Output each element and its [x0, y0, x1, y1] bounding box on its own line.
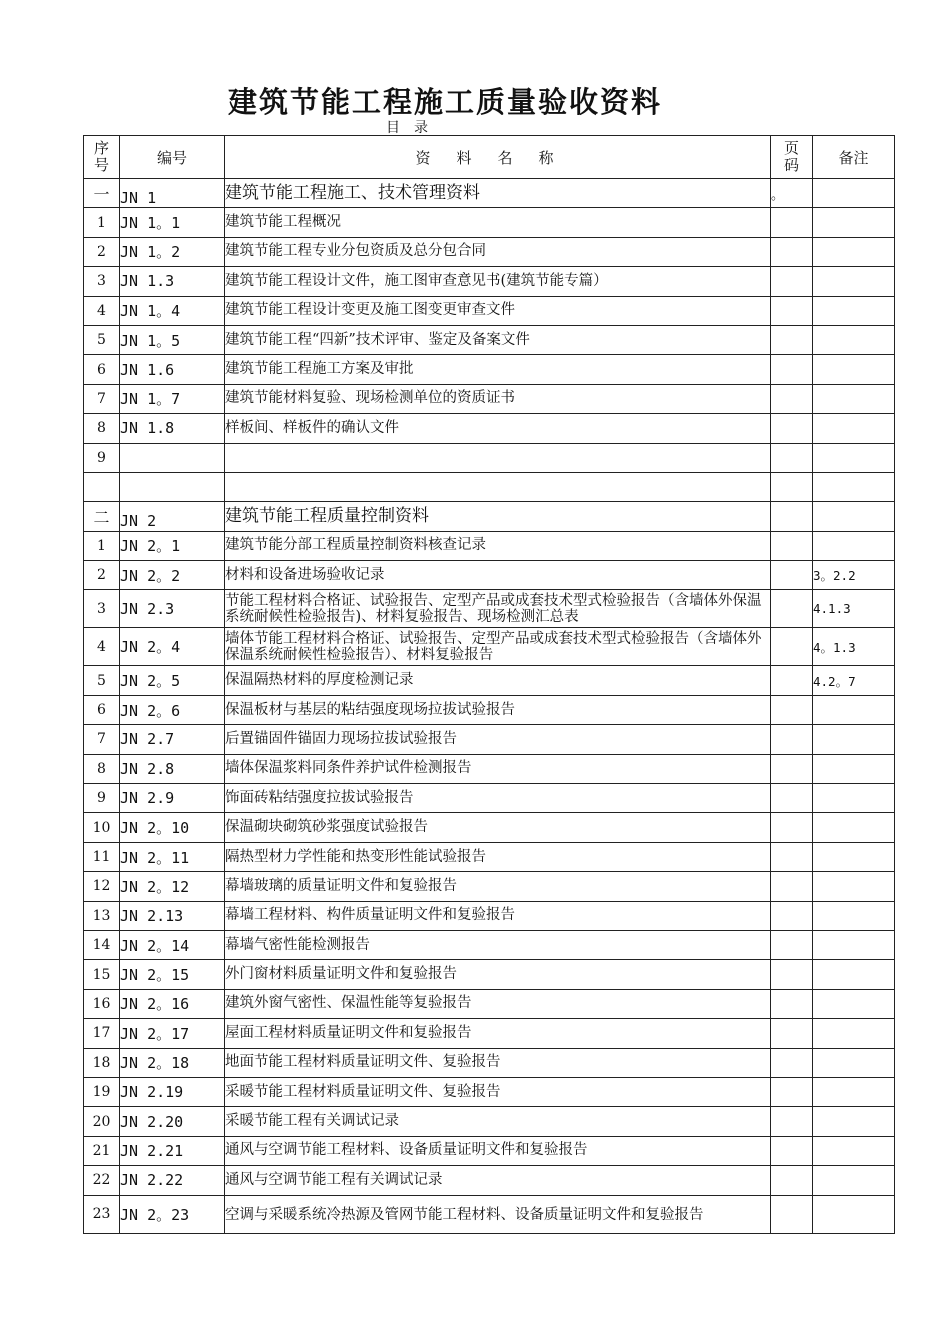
- table-row: [84, 355, 895, 384]
- row-name: 保温砌块砌筑砂浆强度试验报告: [225, 813, 771, 842]
- header-seq: 序号: [84, 136, 120, 179]
- row-code: JN 2.22: [120, 1166, 225, 1195]
- row-seq: 17: [84, 1019, 120, 1048]
- row-note: [813, 989, 895, 1018]
- table-row: [84, 561, 895, 590]
- row-note: [813, 842, 895, 871]
- table-row: [84, 695, 895, 724]
- row-note: [813, 1136, 895, 1165]
- row-page: [771, 472, 813, 501]
- row-seq: 15: [84, 960, 120, 989]
- row-seq: 9: [84, 443, 120, 472]
- row-page: [771, 414, 813, 443]
- row-seq: 2: [84, 561, 120, 590]
- table-row: [84, 1166, 895, 1195]
- table-row: [84, 784, 895, 813]
- row-code: JN 2.9: [120, 784, 225, 813]
- row-page: [771, 666, 813, 695]
- table-row: [84, 1195, 895, 1233]
- row-code: JN 2。11: [120, 842, 225, 871]
- row-seq: 16: [84, 989, 120, 1018]
- row-code: JN 1.8: [120, 414, 225, 443]
- row-page: [771, 901, 813, 930]
- table-row: [84, 754, 895, 783]
- row-name: 保温隔热材料的厚度检测记录: [225, 666, 771, 695]
- row-seq: 一: [84, 179, 120, 208]
- row-code: JN 2.8: [120, 754, 225, 783]
- row-page: [771, 1166, 813, 1195]
- row-code: JN 2.13: [120, 901, 225, 930]
- row-note: [813, 930, 895, 959]
- row-code: JN 1。7: [120, 384, 225, 413]
- row-code: JN 2。12: [120, 872, 225, 901]
- row-page: [771, 1019, 813, 1048]
- row-page: [771, 355, 813, 384]
- section-row: [84, 502, 895, 531]
- table-row: [84, 325, 895, 354]
- row-name: 建筑节能工程设计变更及施工图变更审查文件: [225, 296, 771, 325]
- row-name: 建筑外窗气密性、保温性能等复验报告: [225, 989, 771, 1018]
- row-code: JN 2。15: [120, 960, 225, 989]
- row-name: 建筑节能工程概况: [225, 208, 771, 237]
- row-note: [813, 179, 895, 208]
- table-row: [84, 296, 895, 325]
- row-page: [771, 754, 813, 783]
- row-seq: [84, 472, 120, 501]
- row-seq: 18: [84, 1048, 120, 1077]
- row-code: JN 2.20: [120, 1107, 225, 1136]
- row-name: 建筑节能工程施工方案及审批: [225, 355, 771, 384]
- table-row: [84, 1019, 895, 1048]
- row-page: [771, 813, 813, 842]
- row-name: 样板间、样板件的确认文件: [225, 414, 771, 443]
- row-seq: 6: [84, 355, 120, 384]
- table-row: [84, 384, 895, 413]
- row-seq: 10: [84, 813, 120, 842]
- table-row: [84, 531, 895, 560]
- section-row: [84, 179, 895, 208]
- row-name: 幕墙玻璃的质量证明文件和复验报告: [225, 872, 771, 901]
- table-row: [84, 443, 895, 472]
- row-page: [771, 628, 813, 666]
- row-code: JN 2.3: [120, 590, 225, 628]
- row-note: [813, 695, 895, 724]
- row-seq: 22: [84, 1166, 120, 1195]
- row-note: 3。2.2: [813, 561, 895, 590]
- row-name: 通风与空调节能工程有关调试记录: [225, 1166, 771, 1195]
- row-note: [813, 1019, 895, 1048]
- row-code: JN 2。18: [120, 1048, 225, 1077]
- row-note: [813, 296, 895, 325]
- row-page: [771, 502, 813, 531]
- row-page: [771, 1195, 813, 1233]
- row-page: [771, 1107, 813, 1136]
- row-note: [813, 414, 895, 443]
- row-page: [771, 695, 813, 724]
- row-name: 墙体节能工程材料合格证、试验报告、定型产品或成套技术型式检验报告（含墙体外保温系统耐候性检验报告）、材料复验报告: [225, 628, 771, 666]
- row-note: [813, 384, 895, 413]
- row-note: [813, 1195, 895, 1233]
- table-row: [84, 666, 895, 695]
- row-name: 饰面砖粘结强度拉拔试验报告: [225, 784, 771, 813]
- row-note: [813, 1077, 895, 1106]
- row-note: [813, 502, 895, 531]
- row-page: [771, 561, 813, 590]
- table-row: [84, 872, 895, 901]
- row-note: [813, 901, 895, 930]
- row-code: JN 2。4: [120, 628, 225, 666]
- row-name: 建筑节能工程质量控制资料: [225, 502, 771, 531]
- row-seq: 12: [84, 872, 120, 901]
- row-code: JN 2。2: [120, 561, 225, 590]
- table-row: [84, 237, 895, 266]
- row-note: [813, 325, 895, 354]
- row-name: 空调与采暖系统冷热源及管网节能工程材料、设备质量证明文件和复验报告: [225, 1195, 771, 1233]
- row-name: 保温板材与基层的粘结强度现场拉拔试验报告: [225, 695, 771, 724]
- row-page: [771, 443, 813, 472]
- row-name: [225, 472, 771, 501]
- document-subtitle: 目录: [386, 120, 442, 136]
- row-seq: 7: [84, 384, 120, 413]
- row-name: 隔热型材力学性能和热变形性能试验报告: [225, 842, 771, 871]
- row-note: [813, 237, 895, 266]
- row-name: 建筑节能工程施工、技术管理资料: [225, 179, 771, 208]
- row-page: [771, 237, 813, 266]
- row-code: [120, 472, 225, 501]
- header-page: 页码: [771, 136, 813, 179]
- row-note: [813, 355, 895, 384]
- table-row: [84, 930, 895, 959]
- row-seq: 2: [84, 237, 120, 266]
- row-code: JN 1.6: [120, 355, 225, 384]
- row-page: [771, 842, 813, 871]
- toc-body: [84, 179, 895, 1234]
- row-note: [813, 267, 895, 296]
- row-name: 材料和设备进场验收记录: [225, 561, 771, 590]
- row-name: [225, 443, 771, 472]
- row-note: [813, 472, 895, 501]
- row-page: [771, 208, 813, 237]
- row-note: [813, 443, 895, 472]
- row-page: [771, 872, 813, 901]
- table-row: [84, 1077, 895, 1106]
- row-code: JN 1。4: [120, 296, 225, 325]
- row-code: JN 1。2: [120, 237, 225, 266]
- row-note: 4。1.3: [813, 628, 895, 666]
- row-code: JN 2。5: [120, 666, 225, 695]
- row-page: [771, 960, 813, 989]
- row-code: JN 2.21: [120, 1136, 225, 1165]
- table-row: [84, 590, 895, 628]
- row-seq: 9: [84, 784, 120, 813]
- document-title: 建筑节能工程施工质量验收资料: [227, 85, 662, 119]
- row-name: 建筑节能工程设计文件，施工图审查意见书(建筑节能专篇）: [225, 267, 771, 296]
- row-name: 墙体保温浆料同条件养护试件检测报告: [225, 754, 771, 783]
- row-page: [771, 725, 813, 754]
- table-row: [84, 414, 895, 443]
- table-row: [84, 1048, 895, 1077]
- row-name: 幕墙工程材料、构件质量证明文件和复验报告: [225, 901, 771, 930]
- row-note: [813, 1166, 895, 1195]
- table-row: [84, 901, 895, 930]
- row-page: [771, 590, 813, 628]
- row-note: 4.2。7: [813, 666, 895, 695]
- row-note: [813, 208, 895, 237]
- row-page: [771, 531, 813, 560]
- row-seq: 7: [84, 725, 120, 754]
- row-name: 建筑节能工程“四新”技术评审、鉴定及备案文件: [225, 325, 771, 354]
- row-seq: 8: [84, 414, 120, 443]
- row-name: 采暖节能工程材料质量证明文件、复验报告: [225, 1077, 771, 1106]
- row-page: [771, 1136, 813, 1165]
- table-row: [84, 472, 895, 501]
- row-note: [813, 754, 895, 783]
- table-row: [84, 267, 895, 296]
- row-seq: 19: [84, 1077, 120, 1106]
- row-note: [813, 872, 895, 901]
- row-page: 。: [771, 179, 813, 208]
- row-code: JN 2。17: [120, 1019, 225, 1048]
- row-code: JN 2。23: [120, 1195, 225, 1233]
- row-code: JN 1: [120, 179, 225, 208]
- row-name: 通风与空调节能工程材料、设备质量证明文件和复验报告: [225, 1136, 771, 1165]
- row-name: 建筑节能工程专业分包资质及总分包合同: [225, 237, 771, 266]
- table-row: [84, 208, 895, 237]
- row-note: [813, 725, 895, 754]
- row-seq: 4: [84, 296, 120, 325]
- row-seq: 8: [84, 754, 120, 783]
- table-row: [84, 628, 895, 666]
- row-seq: 14: [84, 930, 120, 959]
- header-code: 编号: [120, 136, 225, 179]
- row-seq: 23: [84, 1195, 120, 1233]
- row-seq: 21: [84, 1136, 120, 1165]
- row-name: 建筑节能分部工程质量控制资料核查记录: [225, 531, 771, 560]
- row-note: [813, 784, 895, 813]
- row-name: 幕墙气密性能检测报告: [225, 930, 771, 959]
- row-code: JN 2.7: [120, 725, 225, 754]
- table-row: [84, 725, 895, 754]
- row-code: JN 2。10: [120, 813, 225, 842]
- row-seq: 20: [84, 1107, 120, 1136]
- row-code: JN 1。5: [120, 325, 225, 354]
- table-row: [84, 1136, 895, 1165]
- row-note: [813, 1107, 895, 1136]
- row-name: 采暖节能工程有关调试记录: [225, 1107, 771, 1136]
- row-seq: 5: [84, 666, 120, 695]
- row-code: JN 2。6: [120, 695, 225, 724]
- row-name: 建筑节能材料复验、现场检测单位的资质证书: [225, 384, 771, 413]
- row-page: [771, 930, 813, 959]
- row-seq: 13: [84, 901, 120, 930]
- row-seq: 6: [84, 695, 120, 724]
- row-note: 4.1.3: [813, 590, 895, 628]
- table-row: [84, 842, 895, 871]
- row-page: [771, 267, 813, 296]
- header-note: 备注: [813, 136, 895, 179]
- table-header-row: [84, 136, 895, 179]
- row-seq: 11: [84, 842, 120, 871]
- row-code: JN 2。1: [120, 531, 225, 560]
- row-seq: 1: [84, 208, 120, 237]
- row-code: JN 2。16: [120, 989, 225, 1018]
- row-note: [813, 1048, 895, 1077]
- row-code: JN 2.19: [120, 1077, 225, 1106]
- row-seq: 3: [84, 267, 120, 296]
- row-name: 外门窗材料质量证明文件和复验报告: [225, 960, 771, 989]
- row-page: [771, 1077, 813, 1106]
- row-page: [771, 784, 813, 813]
- table-row: [84, 1107, 895, 1136]
- row-seq: 二: [84, 502, 120, 531]
- row-name: 地面节能工程材料质量证明文件、复验报告: [225, 1048, 771, 1077]
- row-page: [771, 989, 813, 1018]
- row-page: [771, 384, 813, 413]
- row-note: [813, 960, 895, 989]
- row-note: [813, 531, 895, 560]
- table-row: [84, 813, 895, 842]
- table-row: [84, 960, 895, 989]
- row-seq: 3: [84, 590, 120, 628]
- row-code: JN 2。14: [120, 930, 225, 959]
- row-name: 节能工程材料合格证、试验报告、定型产品或成套技术型式检验报告（含墙体外保温系统耐候性检验报告)、材料复验报告、现场检测汇总表: [225, 590, 771, 628]
- row-note: [813, 813, 895, 842]
- row-name: 后置锚固件锚固力现场拉拔试验报告: [225, 725, 771, 754]
- row-code: JN 1。1: [120, 208, 225, 237]
- row-page: [771, 296, 813, 325]
- table-row: [84, 989, 895, 1018]
- row-seq: 5: [84, 325, 120, 354]
- row-code: [120, 443, 225, 472]
- row-code: JN 1.3: [120, 267, 225, 296]
- row-seq: 4: [84, 628, 120, 666]
- toc-table: [83, 135, 895, 1234]
- row-page: [771, 325, 813, 354]
- row-code: JN 2: [120, 502, 225, 531]
- row-page: [771, 1048, 813, 1077]
- row-name: 屋面工程材料质量证明文件和复验报告: [225, 1019, 771, 1048]
- row-seq: 1: [84, 531, 120, 560]
- header-name: 资料名称: [225, 136, 771, 179]
